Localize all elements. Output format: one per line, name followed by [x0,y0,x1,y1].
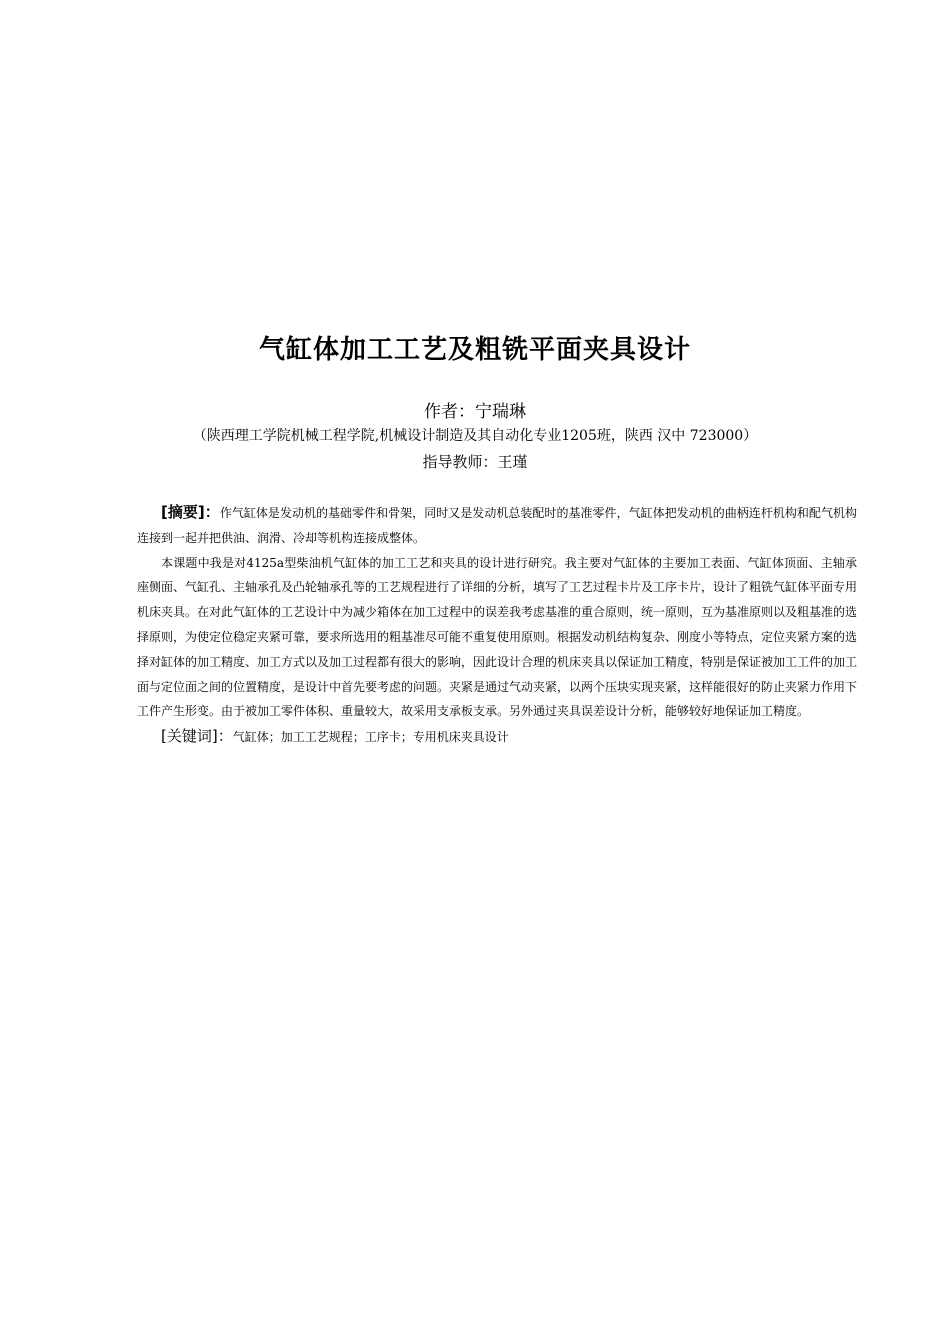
author-line: 作者：宁瑞琳 [424,402,526,422]
abstract-paragraph-2: 本课题中我是对4125a型柴油机气缸体的加工工艺和夹具的设计进行研究。我主要对气缸体的主要加工表面、气缸体顶面、主轴承座侧面、气缸孔、主轴承孔及凸轮轴承孔等的工艺规程进行了详细的分析，填写了工艺过程卡片及工序卡片，设计了粗铣气缸体平面专用机床夹具。在对此气缸体的工艺设计中为减少箱体在加工过程中的误差我考虑基准的重合原则，统一原则，互为基准原则以及粗基准的选择原则，为使定位稳定夹紧可靠，要求所选用的粗基准尽可能不重复使用原则。根据发动机结构复杂、刚度小等特点，定位夹紧方案的选择对缸体的加工精度、加工方式以及加工过程都有很大的影响，因此设计合理的机床夹具以保证加工精度，特别是保证被加工工件的加工面与定位面之间的位置精度，是设计中首先要考虑的问题。夹紧是通过气动夹紧，以两个压块实现夹紧，这样能很好的防止夹紧力作用下工件产生形变。由于被加工零件体积、重量较大，故采用支承板支承。另外通过夹具误差设计分析，能够较好地保证加工精度。 [137,555,858,719]
keywords-text: 气缸体；加工工艺规程；工序卡；专用机床夹具设计 [232,730,509,745]
abstract-paragraph-1 [137,500,857,551]
keywords-label: [关键词]： [161,727,233,746]
abstract-text-1: 作气缸体是发动机的基础零件和骨架，同时又是发动机总装配时的基准零件，气缸体把发动机的曲柄连杆机构和配气机构连接到一起并把供油、润滑、冷却等机构连接成整体。 [137,506,857,545]
abstract-label: [摘要]： [161,503,220,521]
affiliation-line: （陕西理工学院机械工程学院,机械设计制造及其自动化专业1205班，陕西 汉中 723000） [192,428,758,444]
keywords-paragraph [137,724,857,750]
advisor-line: 指导教师：王瑾 [422,453,528,471]
paper-title: 气缸体加工工艺及粗铣平面夹具设计 [258,335,691,365]
abstract-section [137,500,857,750]
